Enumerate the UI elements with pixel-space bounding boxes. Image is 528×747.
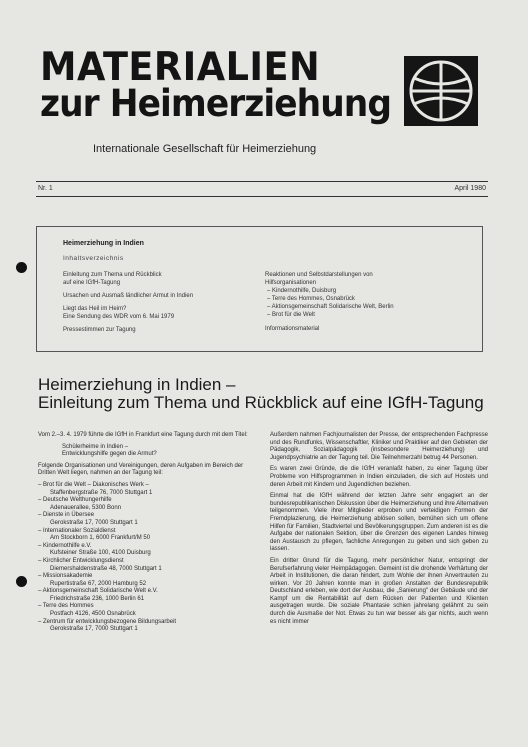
organization-name: – Terre des Hommes	[38, 603, 94, 610]
organization-item	[38, 558, 258, 573]
organization-address: Gerokstraße 17, 7000 Stuttgart 1	[50, 626, 138, 633]
contents-item: Ursachen und Ausmaß ländlicher Armut in Indien	[63, 293, 194, 299]
contents-item: Einleitung zum Thema und Rückblick auf eine IGfH-Tagung	[63, 272, 162, 286]
organization-name: – Internationaler Sozialdienst	[38, 527, 116, 534]
organization-name: – Brot für die Welt – Diakonisches Werk –	[38, 481, 149, 488]
organization-item	[38, 543, 258, 558]
organization-address: Staffenbergstraße 76, 7000 Stuttgart 1	[50, 489, 153, 496]
paragraph: Vom 2.–3. 4. 1979 führte die IGfH in Frankfurt eine Tagung durch mit dem Titel:	[38, 432, 248, 438]
header-rule-bottom	[36, 196, 488, 197]
organization-address: Gerokstraße 17, 7000 Stuttgart 1	[50, 519, 138, 526]
tagung-title-quote: Schülerheime in Indien – Entwicklungshilfe gegen die Armut?	[62, 443, 157, 458]
paragraph: Ein dritter Grund für die Tagung, mehr persönlicher Natur, entspringt der Berufserfahrung vieler Heimpädagogen. Gemeint ist die drohende Verhärtung der Arbeit in Institutionen, die daran hindert, zum Wohle der ihnen Anvertrauten zu wirken. Vor 20 Jahren konnte man in großen Anstalten der Bundesrepublik Deutschland erleben, wie dort der Ausbau, die „Sanierung" der Gebäude und der Kampf um die Rentabilität auf dem Rücken der Patienten und Klienten ausgetragen wurde. Die soziale Phantasie schien jahrelang gelähmt zu sein durch die Ausmaße der Not. Etwas zu tun war besser als gar nichts, auch wenn es nicht immer	[270, 557, 488, 625]
organization-name: – Zentrum für entwicklungsbezogene Bildungsarbeit	[38, 618, 177, 625]
masthead-subtitle: Internationale Gesellschaft für Heimerziehung	[93, 143, 317, 155]
organization-item	[38, 512, 258, 527]
organization-address: Diemershaldenstraße 48, 7000 Stuttgart 1	[50, 565, 162, 572]
masthead-title-line1: MATERIALIEN	[40, 45, 321, 90]
contents-left-column	[63, 271, 253, 339]
contents-title: Heimerziehung in Indien	[63, 240, 144, 247]
paragraph: Es waren zwei Gründe, die die IGfH veranlaßt haben, zu einer Tagung über Probleme von Hilfsprogrammen in Indien einzuladen, die sich auf Hostels und deren Arbeit mit Kindern und Jugendlichen beziehen.	[270, 466, 488, 488]
organization-name: – Missionsakademie	[38, 573, 93, 580]
contents-item: – Brot für die Welt	[267, 312, 315, 318]
paragraph: Außerdem nahmen Fachjournalisten der Presse, der entsprechenden Fachpresse und des Rundfunks, Wissenschaftler, Kliniker und Praktiker auf den Gebieten der Pädagogik, Sozialpädagogik (insbesondere Heimerziehung) und Jugendpsychiatrie an der Tagung teil. Die Teilnehmerzahl betrug 44 Personen.	[270, 432, 488, 461]
organization-item	[38, 497, 258, 512]
organization-address: Am Stockborn 1, 6000 Frankfurt/M 50	[50, 535, 151, 542]
contents-box	[36, 226, 483, 352]
organization-address: Postfach 4126, 4500 Osnabrück	[50, 611, 136, 618]
issue-number: Nr. 1	[38, 185, 53, 192]
organization-name: – Kirchlicher Entwicklungsdienst	[38, 557, 124, 564]
contents-item: – Aktionsgemeinschaft Solidarische Welt, Berlin	[267, 304, 394, 310]
binder-hole-icon	[16, 576, 27, 587]
organization-item	[38, 603, 258, 618]
paragraph: Folgende Organisationen und Vereinigungen, deren Aufgaben im Bereich der Dritten Welt liegen, nahmen an der Tagung teil:	[38, 462, 244, 477]
organization-address: Kufsteiner Straße 100, 4100 Duisburg	[50, 550, 151, 557]
organization-name: – Aktionsgemeinschaft Solidarische Welt e.V.	[38, 588, 158, 595]
organization-name: – Dienste in Übersee	[38, 512, 95, 519]
contents-item: Pressestimmen zur Tagung	[63, 327, 136, 333]
contents-item: Liegt das Heil im Heim? Eine Sendung des WDR vom 6. Mai 1979	[63, 306, 175, 320]
organization-name: – Deutsche Welthungerhilfe	[38, 497, 112, 504]
article-title-line1: Heimerziehung in Indien –	[38, 375, 236, 394]
organization-address: Friedrichstraße 236, 1000 Berlin 61	[50, 595, 145, 602]
contents-item: – Terre des Hommes, Osnabrück	[267, 296, 355, 302]
organization-item	[38, 573, 258, 588]
article-right-column	[270, 432, 488, 630]
organization-name: – Kindernothilfe e.V.	[38, 542, 92, 549]
article-title-line2: Einleitung zum Thema und Rückblick auf eine IGfH-Tagung	[38, 393, 484, 412]
organization-item	[38, 482, 258, 497]
organization-item	[38, 588, 258, 603]
contents-item: Informationsmaterial	[265, 326, 320, 332]
contents-label: Inhaltsverzeichnis	[63, 255, 124, 262]
contents-item: – Kindernothilfe, Duisburg	[267, 288, 337, 294]
binder-hole-icon	[16, 262, 27, 273]
article-title	[38, 376, 484, 412]
issue-date: April 1980	[454, 185, 486, 192]
header-rule-top	[36, 181, 488, 182]
organization-item	[38, 528, 258, 543]
globe-logo-icon	[404, 56, 478, 126]
organization-address: Rupertistraße 67, 2000 Hamburg 52	[50, 580, 147, 587]
organization-list	[38, 482, 258, 634]
article-left-column	[38, 432, 258, 634]
organization-item	[38, 619, 258, 634]
masthead-title-line2: zur Heimerziehung	[40, 82, 392, 125]
paragraph: Einmal hat die IGfH während der letzten Jahre sehr engagiert an der bundesrepublikanischen Diskussion über die Heimerziehung und ihre Alternativen teilgenommen. Viele ihrer Mitglieder erproben und verteidigen Formen der Fremdplazierung, die Heimerziehung ablösen sollen, bemühen sich um offene Hilfen für Familien, Stadtviertel und Bevölkerungsgruppen. Zum anderen ist es die Aufgabe der nationalen Sektion, über die Grenzen des eigenen Landes hinweg den Austausch zu pflegen, fachliche Anregungen zu geben und sich geben zu lassen.	[270, 493, 488, 553]
contents-right-column	[265, 271, 475, 333]
organization-address: Adenauerallee, 5300 Bonn	[50, 504, 122, 511]
contents-heading: Reaktionen und Selbstdarstellungen von Hilfsorganisationen	[265, 272, 373, 286]
